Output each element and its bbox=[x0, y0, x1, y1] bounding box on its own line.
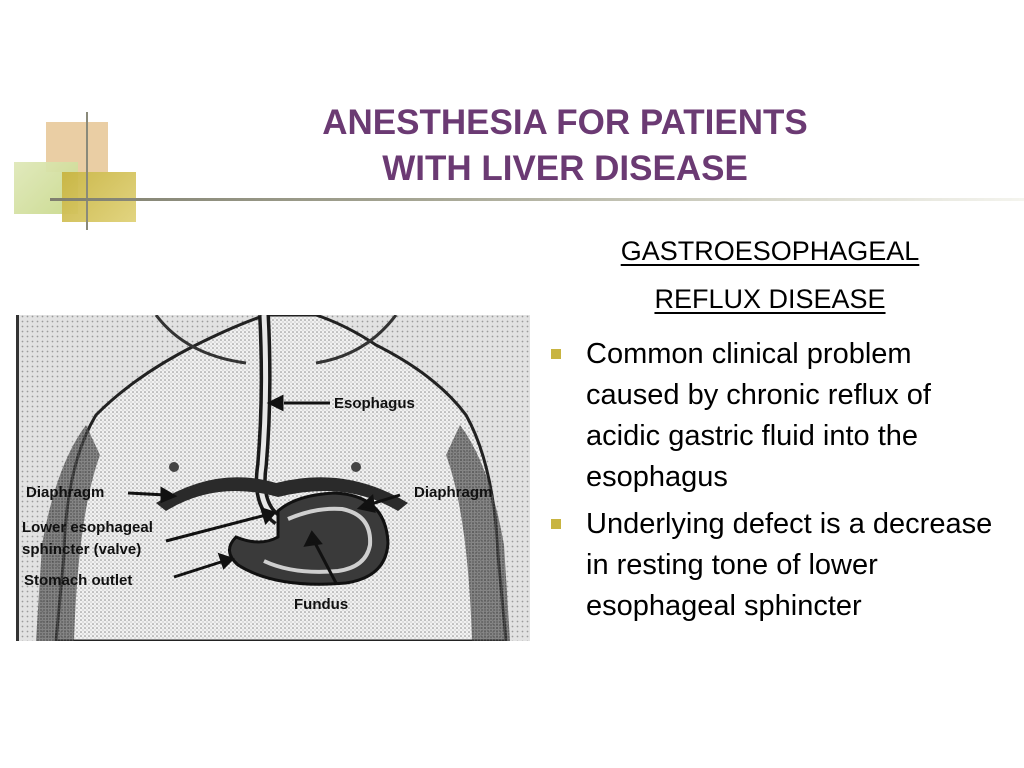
slide-title-line-2: WITH LIVER DISEASE bbox=[382, 149, 748, 188]
label-diaphragm-left: Diaphragm bbox=[26, 484, 105, 501]
decorative-vertical-line bbox=[86, 112, 88, 230]
slide-title-line-1: ANESTHESIA FOR PATIENTS bbox=[322, 103, 808, 142]
bullet-text: Common clinical problem caused by chronic reflux of acidic gastric fluid into the esophagus bbox=[586, 338, 931, 493]
label-stomach-outlet: Stomach outlet bbox=[24, 572, 133, 589]
bullet-item bbox=[548, 504, 1008, 627]
subheading-line-2: REFLUX DISEASE bbox=[654, 284, 886, 314]
figure-left-border bbox=[16, 315, 19, 641]
gerd-anatomy-illustration bbox=[16, 315, 530, 641]
bullet-item bbox=[548, 334, 1008, 498]
title-divider-line bbox=[50, 198, 1024, 201]
subheading-line-1: GASTROESOPHAGEAL bbox=[620, 236, 920, 266]
label-les-line1: Lower esophageal bbox=[22, 519, 153, 536]
bullet-square-icon bbox=[551, 349, 561, 359]
label-les-line2: sphincter (valve) bbox=[22, 541, 142, 558]
label-fundus: Fundus bbox=[294, 596, 349, 613]
right-nipple bbox=[351, 462, 361, 472]
bullet-list bbox=[548, 334, 1008, 633]
decorative-square-olive bbox=[62, 172, 136, 222]
bullet-text: Underlying defect is a decrease in resting tone of lower esophageal sphincter bbox=[586, 508, 993, 622]
label-esophagus: Esophagus bbox=[334, 395, 415, 412]
slide-title bbox=[200, 100, 930, 192]
bullet-square-icon bbox=[551, 519, 561, 529]
label-diaphragm-right: Diaphragm bbox=[414, 484, 493, 501]
left-nipple bbox=[169, 462, 179, 472]
